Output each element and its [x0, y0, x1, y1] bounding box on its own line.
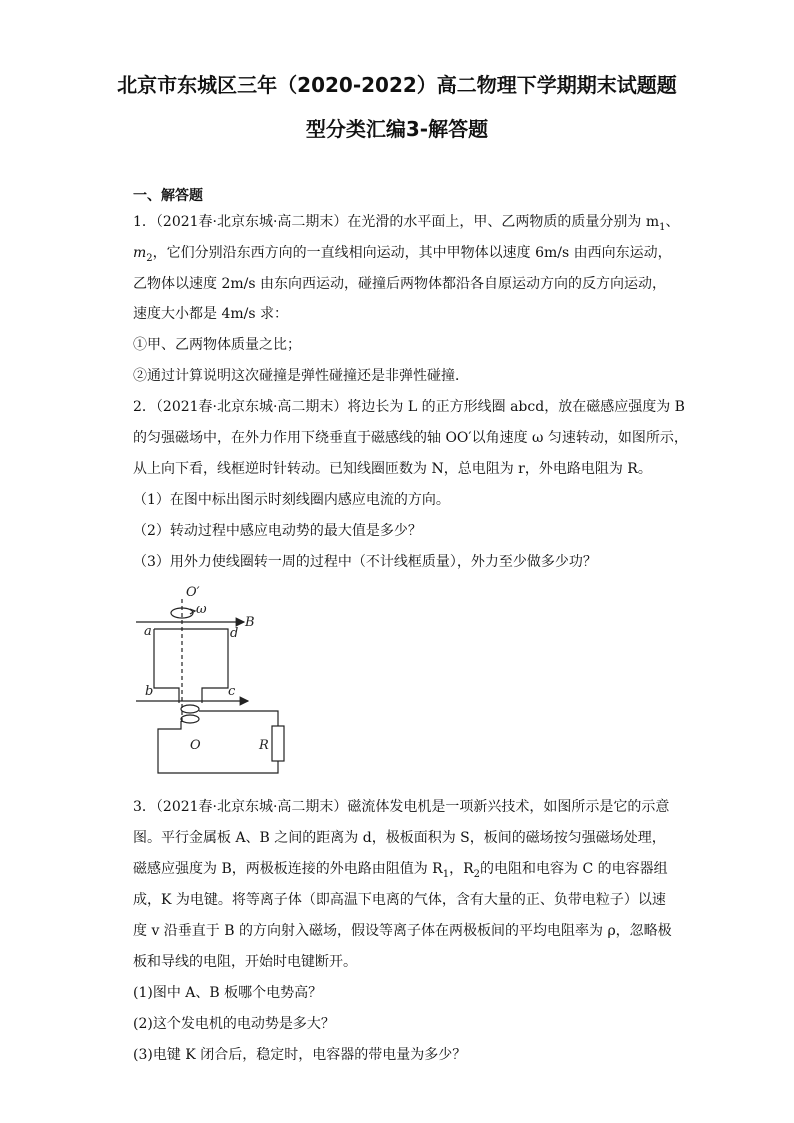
- label-o: O: [190, 738, 201, 753]
- label-omega: ω: [196, 602, 207, 617]
- resistor: [272, 726, 284, 761]
- q2-line5: （2）转动过程中感应电动势的最大值是多少？: [133, 523, 422, 539]
- q1-sub2: 2: [146, 252, 153, 264]
- q3-line2: 图。平行金属板 A、B 之间的距离为 d，极板面积为 S，板间的磁场按匀强磁场处理，: [133, 830, 666, 846]
- q3-line4: 成，K 为电键。将等离子体（即高温下电离的气体，含有大量的正、负带电粒子）以速: [133, 892, 666, 908]
- slip-ring-lower: [181, 715, 199, 723]
- doc-title-line1: 北京市东城区三年（2020-2022）高二物理下学期期末试题题: [117, 73, 677, 97]
- doc-title-line2: 型分类汇编3-解答题: [305, 117, 489, 141]
- q1-line4: 速度大小都是 4m/s 求：: [133, 306, 288, 322]
- q3-sub2: 2: [473, 868, 481, 880]
- q3-line9: (3)电键 K 闭合后，稳定时，电容器的带电量为多少？: [133, 1047, 467, 1063]
- coil-left: [154, 629, 179, 703]
- q2-line4: （1）在图中标出图示时刻线圈内感应电流的方向。: [133, 492, 450, 508]
- q3-text3c: 的电阻和电容为 C 的电容器组: [480, 861, 668, 877]
- label-b: b: [145, 684, 154, 699]
- q3-sub1: 1: [442, 868, 450, 880]
- q2-line2: 的匀强磁场中，在外力作用下绕垂直于磁感线的轴 OO′以角速度 ω 匀速转动，如图所示，: [133, 430, 688, 446]
- q2-line3: 从上向下看，线框逆时针转动。已知线圈匝数为 N，总电阻为 r，外电路电阻为 R。: [133, 461, 652, 477]
- q1-var: m: [133, 245, 147, 261]
- q1-line2: [133, 243, 672, 269]
- label-d: d: [230, 626, 239, 641]
- q1-line5: ①甲、乙两物体质量之比；: [133, 337, 301, 353]
- slip-ring-upper: [181, 705, 199, 713]
- q3-line6: 板和导线的电阻，开始时电键断开。: [133, 954, 357, 970]
- section-heading: 一、解答题: [133, 188, 203, 204]
- q1-tail: 、: [665, 214, 680, 230]
- label-c: c: [228, 684, 236, 699]
- q2-line6: （3）用外力使线圈转一周的过程中（不计线框质量），外力至少做多少功？: [133, 554, 597, 570]
- label-o-prime: O′: [186, 585, 200, 600]
- q3-text3b: ，R: [449, 861, 474, 877]
- q3-line3: [133, 859, 668, 885]
- q3-line5: 度 v 沿垂直于 B 的方向射入磁场，假设等离子体在两极板间的平均电阻率为 ρ，忽略极: [133, 923, 672, 939]
- q1-sub: 1: [659, 221, 666, 233]
- q3-text3a: 磁感应强度为 B，两极板连接的外电路由阻值为 R: [133, 861, 443, 877]
- q1-text: 1．（2021春·北京东城·高二期末）在光滑的水平面上，甲、乙两物质的质量分别为 m: [133, 214, 660, 230]
- q3-line8: (2)这个发电机的电动势是多大？: [133, 1016, 335, 1032]
- label-b-field: B: [245, 615, 255, 630]
- coil-right: [154, 629, 228, 703]
- label-r: R: [259, 738, 269, 753]
- q1-line3: 乙物体以速度 2m/s 由东向西运动，碰撞后两物体都沿各自原运动方向的反方向运动，: [133, 276, 666, 292]
- q2-line1: 2．（2021春·北京东城·高二期末）将边长为 L 的正方形线圈 abcd，放在磁感应强度为 B: [133, 399, 685, 415]
- q1-text2: ，它们分别沿东西方向的一直线相向运动，其中甲物体以速度 6m/s 由西向东运动，: [152, 245, 672, 261]
- q1-line1: [133, 212, 680, 238]
- coil-diagram: [124, 583, 294, 778]
- q3-line7: (1)图中 A、B 板哪个电势高？: [133, 985, 323, 1001]
- q1-line6: ②通过计算说明这次碰撞是弹性碰撞还是非弹性碰撞．: [133, 368, 469, 384]
- wire-right-top: [199, 711, 278, 726]
- q3-line1: 3．（2021春·北京东城·高二期末）磁流体发电机是一项新兴技术，如图所示是它的示意: [133, 799, 670, 815]
- label-a: a: [144, 624, 152, 639]
